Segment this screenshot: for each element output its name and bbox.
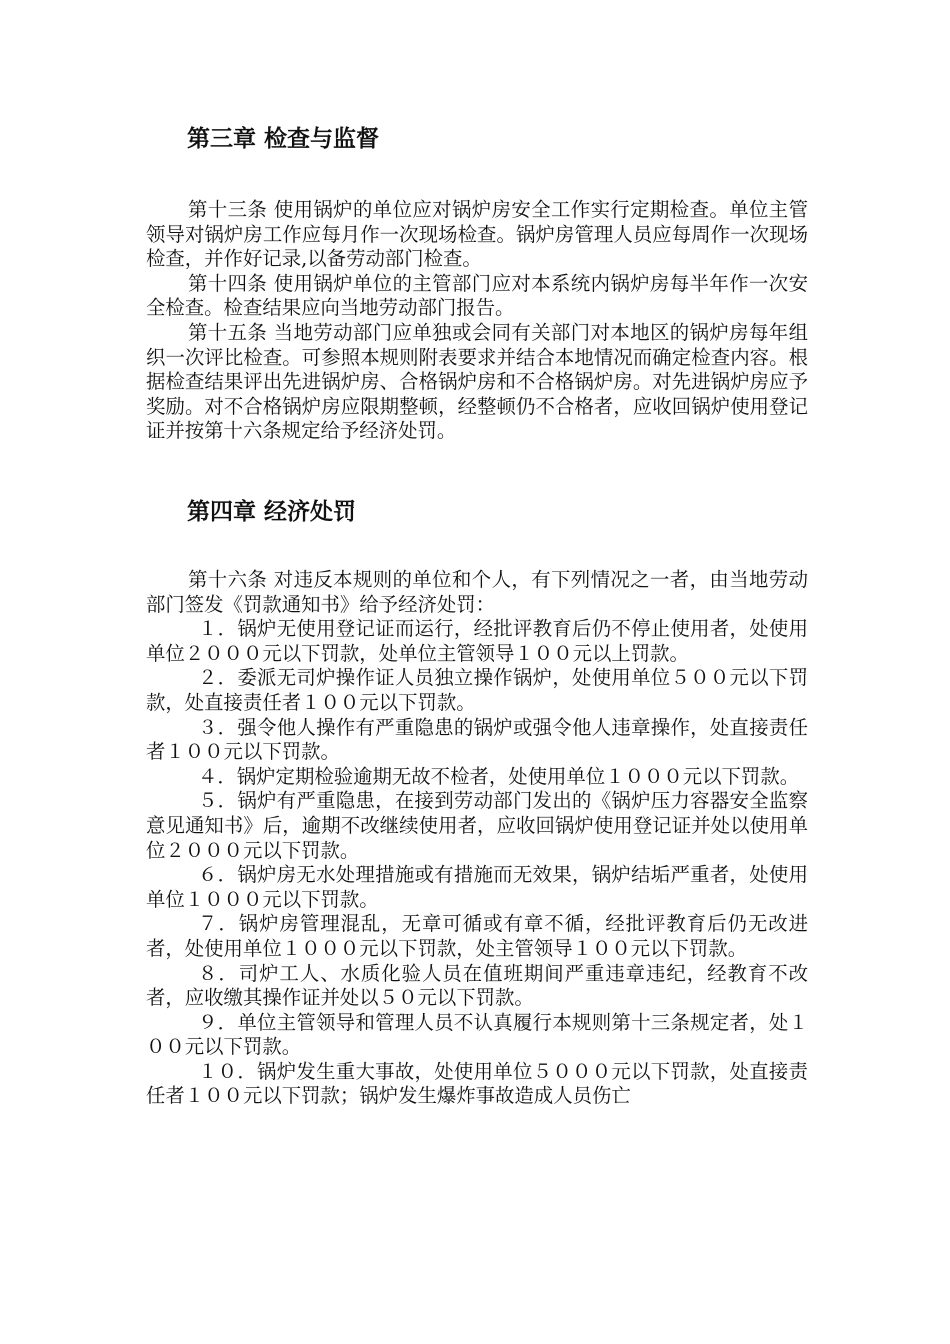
penalty-item-5: ５．锅炉有严重隐患，在接到劳动部门发出的《锅炉压力容器安全监察意见通知书》后，逾期不改继续使用者，应收回锅炉使用登记证并处以使用单位２０００元以下罚款。: [146, 789, 808, 862]
penalty-item-9: ９．单位主管领导和管理人员不认真履行本规则第十三条规定者，处１００元以下罚款。: [146, 1010, 808, 1059]
article-16: 第十六条 对违反本规则的单位和个人，有下列情况之一者，由当地劳动部门签发《罚款通知书》给予经济处罚：: [146, 568, 808, 616]
penalty-item-8: ８．司炉工人、水质化验人员在值班期间严重违章违纪，经教育不改者，应收缴其操作证并处以５０元以下罚款。: [146, 961, 808, 1010]
penalty-item-4: ４．锅炉定期检验逾期无故不检者，处使用单位１０００元以下罚款。: [198, 764, 800, 788]
chapter-4-heading: 第四章 经济处罚: [187, 499, 357, 525]
penalty-item-2: ２．委派无司炉操作证人员独立操作锅炉，处使用单位５００元以下罚款，处直接责任者１００元以下罚款。: [146, 666, 808, 714]
penalty-item-7: ７．锅炉房管理混乱，无章可循或有章不循，经批评教育后仍无改进者，处使用单位１０００元以下罚款，处主管领导１００元以下罚款。: [146, 912, 808, 960]
article-13: 第十三条 使用锅炉的单位应对锅炉房安全工作实行定期检查。单位主管领导对锅炉房工作应每月作一次现场检查。锅炉房管理人员应每周作一次现场检查，并作好记录,以备劳动部门检查。: [146, 198, 808, 271]
chapter-3-heading: 第三章 检查与监督: [187, 126, 380, 152]
penalty-item-1: １．锅炉无使用登记证而运行，经批评教育后仍不停止使用者，处使用单位２０００元以下罚款，处单位主管领导１００元以上罚款。: [146, 617, 808, 665]
chapter-3-body: [146, 198, 808, 444]
penalty-item-3: ３．强令他人操作有严重隐患的锅炉或强令他人违章操作，处直接责任者１００元以下罚款。: [146, 715, 808, 764]
article-14: 第十四条 使用锅炉单位的主管部门应对本系统内锅炉房每半年作一次安全检查。检查结果应向当地劳动部门报告。: [146, 271, 808, 320]
penalty-item-10: １０．锅炉发生重大事故，处使用单位５０００元以下罚款，处直接责任者１００元以下罚款；锅炉发生爆炸事故造成人员伤亡: [146, 1059, 808, 1108]
article-15: 第十五条 当地劳动部门应单独或会同有关部门对本地区的锅炉房每年组织一次评比检查。可参照本规则附表要求并结合本地情况而确定检查内容。根据检查结果评出先进锅炉房、合格锅炉房和不合格锅炉房。对先进锅炉房应予奖励。对不合格锅炉房应限期整顿，经整顿仍不合格者，应收回锅炉使用登记证并按第十六条规定给予经济处罚。: [146, 320, 808, 443]
penalty-item-6: ６．锅炉房无水处理措施或有措施而无效果，锅炉结垢严重者，处使用单位１０００元以下罚款。: [146, 863, 808, 911]
chapter-4-body: [146, 568, 808, 1109]
